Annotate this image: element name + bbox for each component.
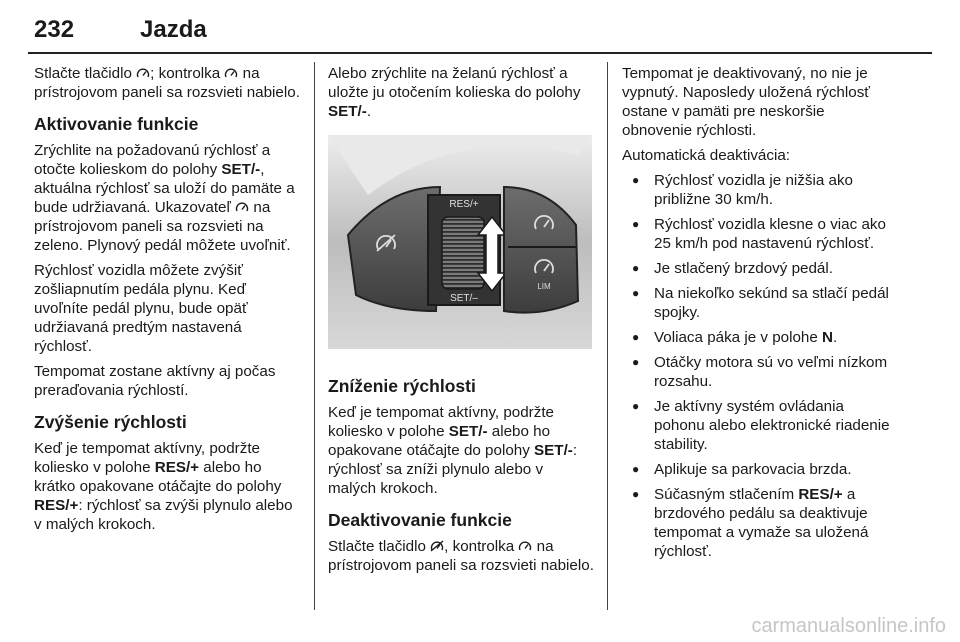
bold-text: N bbox=[822, 329, 833, 346]
set-label: SET/– bbox=[450, 293, 478, 304]
list-item bbox=[622, 328, 890, 347]
bold-text: RES/+ bbox=[34, 497, 79, 514]
paragraph bbox=[328, 64, 594, 121]
paragraph bbox=[34, 64, 300, 102]
text: : rýchlosť sa zníži plynulo alebo v malých krokoch. bbox=[328, 442, 578, 497]
list-item: ● Aplikuje sa parkovacia brzda. bbox=[622, 460, 890, 479]
bold-text: SET/- bbox=[221, 161, 261, 178]
text: Voliaca páka je v polohe bbox=[654, 329, 823, 346]
text: na prístrojovom paneli sa rozsvieti nabielo. bbox=[328, 538, 594, 574]
text: alebo ho krátko opakovane otáčajte do polohy bbox=[34, 459, 282, 495]
watermark: carmanualsonline.info bbox=[751, 615, 946, 637]
text: na prístrojovom paneli sa rozsvieti na zeleno. Plynový pedál môžete uvoľniť. bbox=[34, 199, 291, 254]
text: , aktuálna rýchlosť sa uloží do pamäte a bude udržiavaná. Ukazovateľ bbox=[34, 161, 295, 216]
steering-wheel-controls-figure bbox=[328, 135, 592, 349]
page-header bbox=[28, 12, 932, 54]
text: alebo ho opakovane otáčajte do polohy bbox=[328, 423, 551, 459]
paragraph bbox=[34, 141, 300, 255]
res-label: RES/+ bbox=[449, 199, 479, 210]
paragraph: Tempomat je deaktivovaný, no nie je vypnutý. Naposledy uložená rýchlosť ostane v pamäti pre neskoršie obnovenie rýchlosti. bbox=[622, 65, 870, 139]
bold-text: RES/+ bbox=[154, 459, 200, 476]
text: Zrýchlite na požadovanú rýchlosť a otočte kolieskom do polohy bbox=[34, 142, 271, 178]
cruise-control-icon bbox=[235, 201, 249, 213]
lim-label: LIM bbox=[537, 282, 551, 291]
chapter-title: Jazda bbox=[140, 16, 207, 43]
heading-deactivate: Deaktivovanie funkcie bbox=[328, 510, 512, 530]
list-item: ● Je stlačený brzdový pedál. bbox=[622, 259, 890, 278]
text: Súčasným stlačením bbox=[654, 486, 799, 503]
column-1 bbox=[34, 64, 300, 540]
paragraph: Tempomat zostane aktívny aj počas preraďovania rýchlostí. bbox=[34, 363, 276, 399]
text: . bbox=[366, 103, 372, 120]
bold-text: RES/+ bbox=[798, 486, 843, 503]
text: Keď je tempomat aktívny, podržte koliesko v polohe bbox=[34, 440, 261, 476]
bold-text: SET/- bbox=[534, 442, 573, 459]
paragraph: Automatická deaktivácia: bbox=[622, 147, 790, 164]
text: Stlačte tlačidlo bbox=[34, 65, 137, 82]
list-item: ● Je aktívny systém ovládania pohonu alebo elektronické riadenie stability. bbox=[622, 397, 890, 454]
paragraph bbox=[328, 403, 594, 498]
heading-activate: Aktivovanie funkcie bbox=[34, 114, 199, 134]
list-item: ● Rýchlosť vozidla klesne o viac ako 25 km/h pod nastavenú rýchlosť. bbox=[622, 215, 890, 253]
list-item: ● Na niekoľko sekúnd sa stlačí pedál spojky. bbox=[622, 284, 890, 322]
text: : rýchlosť sa zvýši plynulo alebo v malých krokoch. bbox=[34, 497, 293, 533]
column-2 bbox=[328, 64, 594, 581]
column-divider bbox=[314, 62, 315, 610]
list-item: ● Otáčky motora sú vo veľmi nízkom rozsahu. bbox=[622, 353, 890, 391]
list-item: ● Rýchlosť vozidla je nižšia ako približne 30 km/h. bbox=[622, 171, 890, 209]
text: a brzdového pedálu sa deaktivuje tempomat a vymaže sa uložená rýchlosť. bbox=[654, 486, 869, 560]
cruise-control-icon bbox=[136, 67, 150, 79]
text: Alebo zrýchlite na želanú rýchlosť a uložte ju otočením kolieska do polohy bbox=[328, 65, 581, 101]
cruise-control-icon bbox=[224, 67, 238, 79]
bold-text: SET/- bbox=[448, 423, 488, 440]
deactivation-list bbox=[622, 171, 890, 561]
text: Stlačte tlačidlo bbox=[328, 538, 431, 555]
paragraph: Rýchlosť vozidla môžete zvýšiť zošliapnutím pedála plynu. Keď uvoľníte pedál plynu, bude opäť udržiavaná predtým nastavená rýchlosť. bbox=[34, 262, 248, 355]
column-3 bbox=[622, 64, 890, 567]
text: . bbox=[833, 329, 838, 346]
text: na prístrojovom paneli sa rozsvieti nabielo. bbox=[34, 65, 300, 101]
heading-decrease: Zníženie rýchlosti bbox=[328, 376, 476, 396]
cruise-cancel-icon bbox=[430, 540, 444, 552]
column-divider bbox=[607, 62, 608, 610]
heading-increase: Zvýšenie rýchlosti bbox=[34, 412, 187, 432]
list-item bbox=[622, 485, 890, 561]
paragraph bbox=[34, 439, 300, 534]
paragraph bbox=[328, 537, 594, 575]
cruise-control-icon bbox=[518, 540, 532, 552]
page-number: 232 bbox=[34, 16, 75, 43]
bold-text: SET/- bbox=[328, 103, 367, 120]
text: , kontrolka bbox=[444, 538, 519, 555]
thumbwheel bbox=[442, 217, 484, 289]
text: ; kontrolka bbox=[150, 65, 225, 82]
text: Keď je tempomat aktívny, podržte koliesko v polohe bbox=[328, 404, 555, 440]
